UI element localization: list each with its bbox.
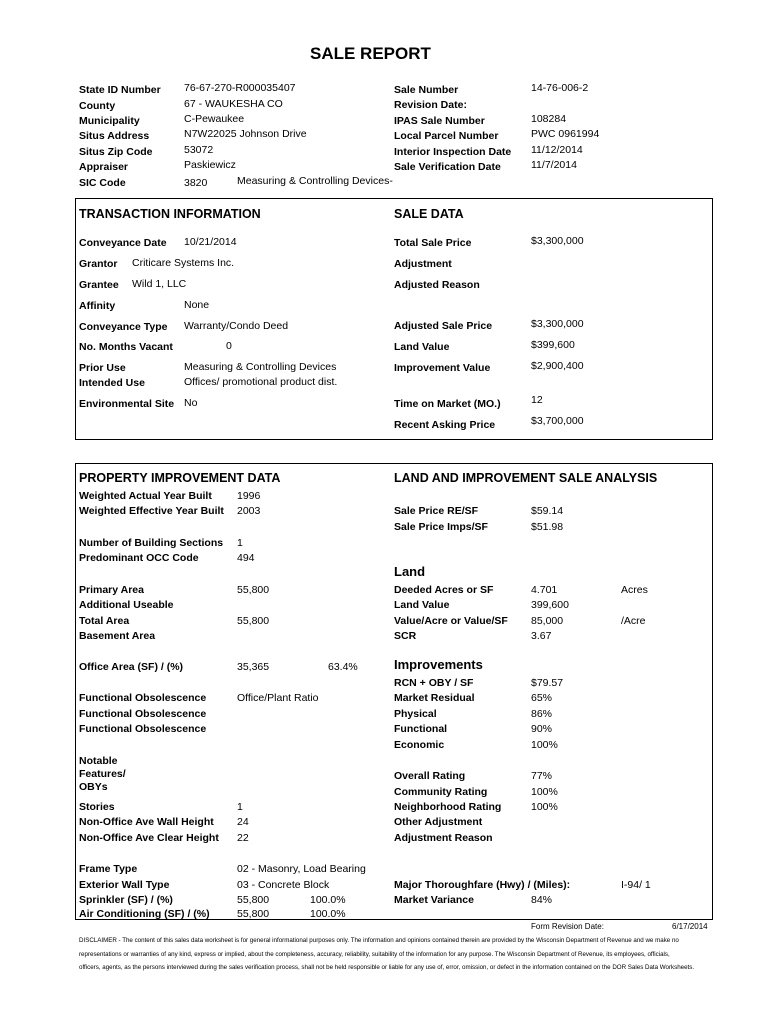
disclaimer-line-3: officers, agents, as the persons interviewed during the sales verification process, shall not be held responsible or liable for any use of, error, omission, or defect in the information contained on the DOR Sales Data Worksheets. xyxy=(79,964,695,971)
environmental-site-value: No xyxy=(184,397,198,409)
land-value-value: $399,600 xyxy=(531,339,575,351)
total-area-value: 55,800 xyxy=(237,615,270,627)
adjustment-label: Adjustment xyxy=(394,258,452,270)
market-residual-value: 65% xyxy=(531,692,553,704)
scr-value: 3.67 xyxy=(531,630,552,642)
functional-obsolescence-3-label: Functional Obsolescence xyxy=(79,723,207,735)
neighborhood-rating-label: Neighborhood Rating xyxy=(394,801,502,813)
community-rating-value: 100% xyxy=(531,786,558,798)
community-rating-label: Community Rating xyxy=(394,786,488,798)
analysis-land-value-label: Land Value xyxy=(394,599,450,611)
sale-price-imps-sf-label: Sale Price Imps/SF xyxy=(394,521,488,533)
sale-price-imps-sf-value: $51.98 xyxy=(531,521,564,533)
time-on-market-label: Time on Market (MO.) xyxy=(394,398,501,410)
ac-pct: 100.0% xyxy=(310,908,346,920)
notable-label-1: Notable xyxy=(79,755,118,767)
transaction-heading: TRANSACTION INFORMATION xyxy=(79,207,261,221)
improvement-value-label: Improvement Value xyxy=(394,362,491,374)
wall-height-label: Non-Office Ave Wall Height xyxy=(79,816,214,828)
local-parcel-label: Local Parcel Number xyxy=(394,130,499,142)
appraiser-value: Paskiewicz xyxy=(184,159,236,171)
additional-useable-label: Additional Useable xyxy=(79,599,174,611)
overall-rating-label: Overall Rating xyxy=(394,770,466,782)
conveyance-type-value: Warranty/Condo Deed xyxy=(184,320,289,332)
value-per-acre-value: 85,000 xyxy=(531,615,564,627)
sic-code-value: 3820 xyxy=(184,177,208,189)
situs-zip-label: Situs Zip Code xyxy=(79,146,153,158)
rcn-label: RCN + OBY / SF xyxy=(394,677,474,689)
primary-area-value: 55,800 xyxy=(237,584,270,596)
sprinkler-pct: 100.0% xyxy=(310,894,346,906)
property-heading: PROPERTY IMPROVEMENT DATA xyxy=(79,471,281,485)
improvements-subheading: Improvements xyxy=(394,657,483,672)
situs-zip-value: 53072 xyxy=(184,144,214,156)
sale-number-value: 14-76-006-2 xyxy=(531,82,589,94)
sic-code-description: Measuring & Controlling Devices- xyxy=(237,175,393,187)
wayb-value: 1996 xyxy=(237,490,261,502)
interior-inspection-label: Interior Inspection Date xyxy=(394,146,512,158)
market-residual-label: Market Residual xyxy=(394,692,475,704)
market-variance-label: Market Variance xyxy=(394,894,474,906)
months-vacant-value: 0 xyxy=(226,340,232,352)
conveyance-type-label: Conveyance Type xyxy=(79,321,168,333)
deeded-acres-label: Deeded Acres or SF xyxy=(394,584,494,596)
exterior-wall-value: 03 - Concrete Block xyxy=(237,879,330,891)
sprinkler-value: 55,800 xyxy=(237,894,270,906)
conveyance-date-value: 10/21/2014 xyxy=(184,236,237,248)
rcn-value: $79.57 xyxy=(531,677,564,689)
other-adjustment-label: Other Adjustment xyxy=(394,816,483,828)
recent-asking-value: $3,700,000 xyxy=(531,415,584,427)
state-id-value: 76-67-270-R000035407 xyxy=(184,82,296,94)
form-revision-value: 6/17/2014 xyxy=(672,922,708,931)
interior-inspection-value: 11/12/2014 xyxy=(531,144,583,156)
total-sale-price-value: $3,300,000 xyxy=(531,235,584,247)
land-subheading: Land xyxy=(394,564,426,579)
wayb-label: Weighted Actual Year Built xyxy=(79,490,212,502)
economic-label: Economic xyxy=(394,739,445,751)
grantor-label: Grantor xyxy=(79,258,118,270)
ipas-sale-number-label: IPAS Sale Number xyxy=(394,115,485,127)
time-on-market-value: 12 xyxy=(531,394,543,406)
sale-data-heading: SALE DATA xyxy=(394,207,464,221)
wall-height-value: 24 xyxy=(237,816,249,828)
occ-code-value: 494 xyxy=(237,552,255,564)
thoroughfare-value: I-94/ 1 xyxy=(621,879,651,891)
frame-type-label: Frame Type xyxy=(79,863,138,875)
affinity-label: Affinity xyxy=(79,300,116,312)
grantor-value: Criticare Systems Inc. xyxy=(132,257,235,269)
physical-value: 86% xyxy=(531,708,553,720)
notable-label-3: OBYs xyxy=(79,781,108,793)
county-label: County xyxy=(79,100,116,112)
disclaimer-line-1: DISCLAIMER - The content of this sales data worksheet is for general informational purposes only. The information and opinions contained therein are provided by the Wisconsin Department of Revenue and we make no xyxy=(79,937,679,944)
prior-use-label: Prior Use xyxy=(79,362,126,374)
recent-asking-label: Recent Asking Price xyxy=(394,419,496,431)
total-sale-price-label: Total Sale Price xyxy=(394,237,472,249)
thoroughfare-label: Major Thoroughfare (Hwy) / (Miles): xyxy=(394,879,571,891)
affinity-value: None xyxy=(184,299,210,311)
sale-price-re-sf-label: Sale Price RE/SF xyxy=(394,505,479,517)
ac-value: 55,800 xyxy=(237,908,270,920)
stories-value: 1 xyxy=(237,801,243,813)
notable-label-2: Features/ xyxy=(79,768,126,780)
local-parcel-value: PWC 0961994 xyxy=(531,128,600,140)
sale-verification-label: Sale Verification Date xyxy=(394,161,501,173)
clear-height-value: 22 xyxy=(237,832,249,844)
sprinkler-label: Sprinkler (SF) / (%) xyxy=(79,894,173,906)
situs-address-label: Situs Address xyxy=(79,130,150,142)
deeded-acres-unit: Acres xyxy=(621,584,648,596)
municipality-label: Municipality xyxy=(79,115,140,127)
months-vacant-label: No. Months Vacant xyxy=(79,341,173,353)
county-value: 67 - WAUKESHA CO xyxy=(184,98,283,110)
num-sections-value: 1 xyxy=(237,537,243,549)
economic-value: 100% xyxy=(531,739,558,751)
improvement-value-value: $2,900,400 xyxy=(531,360,584,372)
frame-type-value: 02 - Masonry, Load Bearing xyxy=(237,863,366,875)
situs-address-value: N7W22025 Johnson Drive xyxy=(184,128,307,140)
environmental-site-label: Environmental Site xyxy=(79,398,175,410)
appraiser-label: Appraiser xyxy=(79,161,129,173)
form-revision-label: Form Revision Date: xyxy=(531,922,604,931)
sic-code-label: SIC Code xyxy=(79,177,126,189)
exterior-wall-label: Exterior Wall Type xyxy=(79,879,170,891)
office-area-value: 35,365 xyxy=(237,661,270,673)
analysis-land-value-value: 399,600 xyxy=(531,599,569,611)
office-area-pct: 63.4% xyxy=(328,661,358,673)
ipas-sale-number-value: 108284 xyxy=(531,113,567,125)
functional-obsolescence-2-label: Functional Obsolescence xyxy=(79,708,207,720)
office-area-label: Office Area (SF) / (%) xyxy=(79,661,184,673)
sale-number-label: Sale Number xyxy=(394,84,459,96)
functional-label: Functional xyxy=(394,723,448,735)
analysis-heading: LAND AND IMPROVEMENT SALE ANALYSIS xyxy=(394,471,658,485)
physical-label: Physical xyxy=(394,708,437,720)
neighborhood-rating-value: 100% xyxy=(531,801,558,813)
total-area-label: Total Area xyxy=(79,615,130,627)
overall-rating-value: 77% xyxy=(531,770,553,782)
occ-code-label: Predominant OCC Code xyxy=(79,552,199,564)
weyb-value: 2003 xyxy=(237,505,261,517)
weyb-label: Weighted Effective Year Built xyxy=(79,505,224,517)
state-id-label: State ID Number xyxy=(79,84,161,96)
grantee-value: Wild 1, LLC xyxy=(132,278,187,290)
value-per-acre-unit: /Acre xyxy=(621,615,646,627)
intended-use-value: Offices/ promotional product dist. xyxy=(184,376,338,388)
primary-area-label: Primary Area xyxy=(79,584,144,596)
page-title: SALE REPORT xyxy=(310,44,431,63)
conveyance-date-label: Conveyance Date xyxy=(79,237,167,249)
scr-label: SCR xyxy=(394,630,417,642)
municipality-value: C-Pewaukee xyxy=(184,113,245,125)
adjusted-sale-price-label: Adjusted Sale Price xyxy=(394,320,493,332)
sale-verification-value: 11/7/2014 xyxy=(531,159,577,171)
ac-label: Air Conditioning (SF) / (%) xyxy=(79,908,210,920)
functional-obsolescence-1-label: Functional Obsolescence xyxy=(79,692,207,704)
prior-use-value: Measuring & Controlling Devices xyxy=(184,361,337,373)
functional-value: 90% xyxy=(531,723,553,735)
intended-use-label: Intended Use xyxy=(79,377,145,389)
value-per-acre-label: Value/Acre or Value/SF xyxy=(394,615,508,627)
num-sections-label: Number of Building Sections xyxy=(79,537,224,549)
clear-height-label: Non-Office Ave Clear Height xyxy=(79,832,219,844)
revision-date-label: Revision Date: xyxy=(394,99,467,111)
market-variance-value: 84% xyxy=(531,894,553,906)
basement-area-label: Basement Area xyxy=(79,630,156,642)
land-value-label: Land Value xyxy=(394,341,450,353)
functional-obsolescence-1-value: Office/Plant Ratio xyxy=(237,692,319,704)
grantee-label: Grantee xyxy=(79,279,119,291)
adjustment-reason-label: Adjustment Reason xyxy=(394,832,493,844)
disclaimer-line-2: representations or warranties of any kind, express or implied, about the completeness, accuracy, reliability, suitability of the information for any purpose. The Wisconsin Department of Revenue, its employees, officials, xyxy=(79,951,670,958)
stories-label: Stories xyxy=(79,801,115,813)
adjusted-sale-price-value: $3,300,000 xyxy=(531,318,584,330)
adjusted-reason-label: Adjusted Reason xyxy=(394,279,480,291)
sale-price-re-sf-value: $59.14 xyxy=(531,505,564,517)
deeded-acres-value: 4.701 xyxy=(531,584,558,596)
